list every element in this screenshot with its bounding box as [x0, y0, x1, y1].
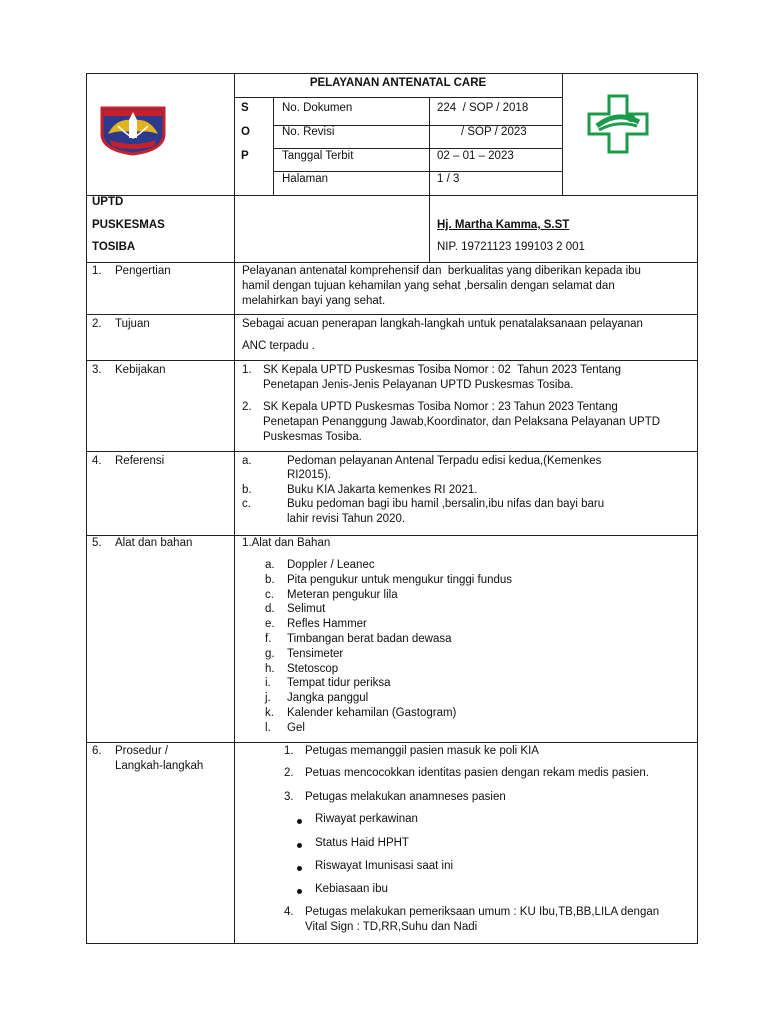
kebijakan-item-line: SK Kepala UPTD Puskesmas Tosiba Nomor : 02 Tahun 2023 Tentang [263, 364, 621, 376]
alat-item-letter: l. [265, 721, 271, 734]
alat-item-letter: j. [265, 692, 271, 705]
org-line-tosiba: TOSIBA [92, 241, 136, 253]
sop-letter-s: S [241, 102, 249, 114]
alat-item-text: Tempat tidur periksa [287, 677, 391, 690]
referensi-item-letter: b. [242, 484, 252, 496]
header-title-divider [234, 97, 562, 98]
prosedur-step-number: 2. [284, 767, 294, 779]
section-label-prosedur-2: Langkah-langkah [115, 760, 204, 772]
table-border-bottom [86, 943, 698, 944]
referensi-item-line: RI2015). [287, 469, 332, 481]
kebijakan-item-line: Puskesmas Tosiba. [263, 431, 362, 443]
anamnesis-bullet-text: Status Haid HPHT [315, 837, 409, 849]
referensi-item-line: Buku pedoman bagi ibu hamil ,bersalin,ibu nifas dan bayi baru [287, 498, 605, 510]
org-bottom-border [86, 262, 698, 263]
alat-item-text: Kalender kehamilan (Gastogram) [287, 707, 457, 719]
section-label-tujuan: Tujuan [115, 318, 150, 330]
section-divider-3 [86, 451, 698, 452]
alat-item-text: Doppler / Leanec [287, 559, 375, 571]
anamnesis-bullet-text: Kebiasaan ibu [315, 883, 388, 895]
alat-item-letter: k. [265, 707, 274, 719]
prosedur-step-text: Petugas memanggil pasien masuk ke poli KIA [305, 745, 539, 757]
section-label-prosedur: Prosedur / [115, 745, 169, 757]
alat-item-text: Meteran pengukur lila [287, 588, 398, 601]
alat-item-text: Selimut [287, 603, 326, 616]
regency-crest-logo [96, 104, 170, 159]
alat-item-letter: e. [265, 618, 275, 631]
prosedur-step-number: 1. [284, 745, 294, 757]
referensi-item-line: Buku KIA Jakarta kemenkes RI 2021. [287, 484, 478, 496]
prosedur-step-text: Petuas mencocokkan identitas pasien dengan rekam medis pasien. [305, 767, 649, 779]
header-bottom-border [86, 195, 698, 196]
signature-column-divider [429, 195, 430, 262]
page-value: 1 / 3 [437, 173, 460, 185]
table-border-top [86, 73, 698, 74]
referensi-item-letter: a. [242, 455, 252, 467]
anamnesis-bullet-text: Riswayat Imunisasi saat ini [315, 860, 454, 872]
tujuan-line: ANC terpadu . [242, 340, 315, 352]
sop-letter-o: O [241, 126, 250, 138]
bullet-icon [297, 866, 302, 871]
alat-item-letter: f. [265, 633, 272, 645]
alat-item-text: Tensimeter [287, 647, 344, 660]
bullet-icon [297, 843, 302, 848]
section-divider-5 [86, 742, 698, 743]
alat-item-text: Jangka panggul [287, 692, 369, 705]
section-number: 1. [92, 265, 102, 277]
issue-date-value: 02 – 01 – 2023 [437, 150, 514, 162]
bullet-icon [297, 889, 302, 894]
signatory-name: Hj. Martha Kamma, S.ST [437, 219, 570, 231]
issue-date-label: Tanggal Terbit [282, 150, 354, 162]
signatory-nip: NIP. 19721123 199103 2 001 [437, 241, 585, 253]
anamnesis-bullet-text: Riwayat perkawinan [315, 813, 418, 825]
kebijakan-item-line: SK Kepala UPTD Puskesmas Tosiba Nomor : 23 Tahun 2023 Tentang [263, 401, 618, 413]
revision-value: / SOP / 2023 [461, 126, 527, 138]
kebijakan-item-line: Penetapan Penanggung Jawab,Koordinator, dan Pelaksana Pelayanan UPTD [263, 416, 661, 428]
section-label-alat: Alat dan bahan [115, 537, 193, 549]
alat-item-letter: b. [265, 573, 275, 586]
alat-item-letter: h. [265, 662, 275, 675]
alat-item-letter: a. [265, 559, 275, 571]
section-divider-1 [86, 314, 698, 315]
label-column-divider [234, 73, 235, 944]
pengertian-line: Pelayanan antenatal komprehensif dan berkualitas yang diberikan kepada ibu [242, 265, 641, 277]
prosedur-step-number: 3. [284, 791, 294, 803]
section-label-pengertian: Pengertian [115, 265, 171, 277]
section-number: 2. [92, 318, 102, 330]
prosedur-step-text: Petugas melakukan anamneses pasien [305, 791, 506, 803]
kebijakan-item-number: 2. [242, 401, 252, 413]
alat-item-text: Stetoscop [287, 662, 339, 675]
prosedur-step-text: Petugas melakukan pemeriksaan umum : KU Ibu,TB,BB,LILA dengan [305, 906, 660, 918]
alat-item-letter: g. [265, 647, 275, 660]
alat-item-text: Pita pengukur untuk mengukur tinggi fundus [287, 573, 513, 586]
revision-label: No. Revisi [282, 126, 335, 138]
sop-letter-p: P [241, 150, 249, 162]
section-number: 6. [92, 745, 102, 757]
alat-item-text: Timbangan berat badan dewasa [287, 633, 452, 645]
prosedur-step-text: Vital Sign : TD,RR,Suhu dan Nadi [305, 921, 478, 933]
document-title: PELAYANAN ANTENATAL CARE [309, 77, 487, 89]
tujuan-line: Sebagai acuan penerapan langkah-langkah untuk penatalaksanaan pelayanan [242, 318, 643, 330]
puskesmas-logo [587, 94, 649, 157]
alat-item-letter: i. [265, 677, 271, 690]
kebijakan-item-line: Penetapan Jenis-Jenis Pelayanan UPTD Puskesmas Tosiba. [263, 379, 574, 391]
header-row-divider-3 [273, 171, 562, 172]
referensi-item-line: Pedoman pelayanan Antenal Terpadu edisi kedua,(Kemenkes [287, 455, 602, 467]
value-column-divider [429, 97, 430, 195]
kebijakan-item-number: 1. [242, 364, 252, 376]
header-row-divider-2 [273, 148, 562, 149]
section-divider-2 [86, 360, 698, 361]
table-border-right [697, 73, 698, 944]
sop-column-divider [273, 97, 274, 195]
section-number: 5. [92, 537, 102, 549]
page-label: Halaman [282, 173, 329, 185]
alat-item-text: Gel [287, 721, 305, 734]
section-number: 4. [92, 455, 102, 467]
section-label-kebijakan: Kebijakan [115, 364, 166, 376]
table-border-left [86, 73, 87, 944]
section-label-referensi: Referensi [115, 455, 165, 467]
pengertian-line: melahirkan bayi yang sehat. [242, 295, 386, 307]
section-number: 3. [92, 364, 102, 376]
referensi-item-line: lahir revisi Tahun 2020. [287, 513, 406, 525]
prosedur-step-number: 4. [284, 906, 294, 918]
alat-item-text: Refles Hammer [287, 618, 367, 631]
doc-number-label: No. Dokumen [282, 102, 353, 114]
section-divider-4 [86, 535, 698, 536]
alat-heading: 1.Alat dan Bahan [242, 537, 331, 549]
bullet-icon [297, 819, 302, 824]
doc-number-value: 224 / SOP / 2018 [437, 102, 529, 114]
logo-column-divider [562, 73, 563, 195]
alat-item-letter: d. [265, 603, 275, 616]
alat-item-letter: c. [265, 588, 274, 601]
org-line-puskesmas: PUSKESMAS [92, 219, 165, 231]
org-line-uptd: UPTD [92, 196, 124, 208]
pengertian-line: hamil dengan tujuan kehamilan yang sehat ,bersalin dengan selamat dan [242, 280, 615, 292]
referensi-item-letter: c. [242, 498, 251, 510]
